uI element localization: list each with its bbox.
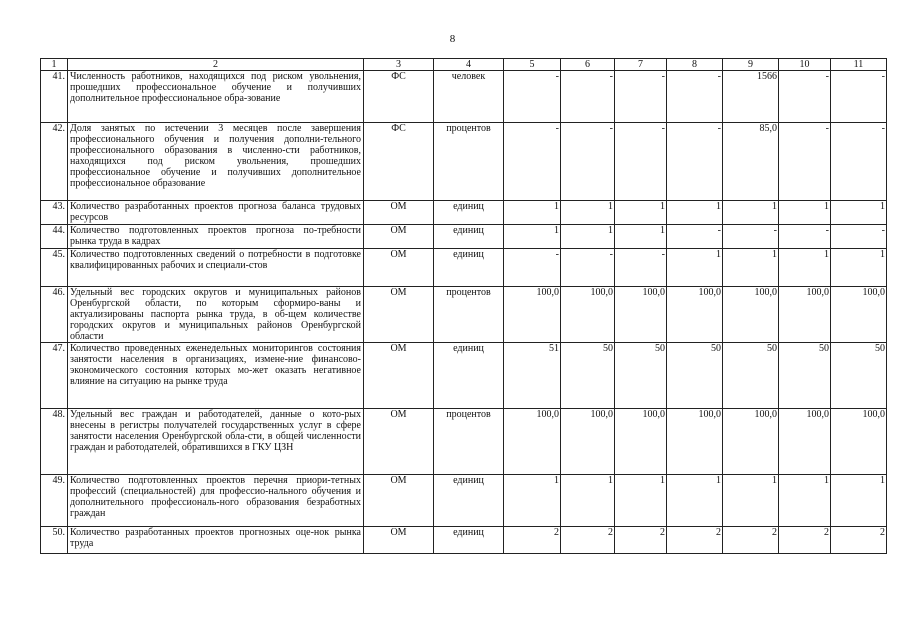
header-cell: 7 (615, 59, 667, 71)
value-cell: - (831, 71, 887, 123)
value-cell: - (504, 71, 561, 123)
indicator-name: Количество разработанных проектов прогнозных оце-нок рынка труда (68, 527, 364, 554)
page-number: 8 (449, 33, 456, 45)
value-cell: - (667, 123, 723, 201)
table-row (41, 409, 887, 475)
value-cell: 50 (723, 343, 779, 409)
value-cell: 1 (723, 475, 779, 527)
unit-of-measure: единиц (434, 527, 504, 554)
value-cell: 100,0 (779, 287, 831, 343)
value-cell: 1 (667, 475, 723, 527)
value-cell: 100,0 (779, 409, 831, 475)
unit-of-measure: единиц (434, 343, 504, 409)
value-cell: 100,0 (831, 287, 887, 343)
header-cell: 6 (561, 59, 615, 71)
value-cell: - (561, 249, 615, 287)
row-number: 42. (41, 123, 68, 201)
value-cell: 1 (723, 249, 779, 287)
indicator-type: ОМ (364, 287, 434, 343)
value-cell: 1 (831, 201, 887, 225)
value-cell: - (504, 123, 561, 201)
value-cell: 50 (667, 343, 723, 409)
unit-of-measure: процентов (434, 123, 504, 201)
value-cell: 1 (831, 249, 887, 287)
unit-of-measure: единиц (434, 249, 504, 287)
table-row (41, 287, 887, 343)
value-cell: 51 (504, 343, 561, 409)
table-row (41, 123, 887, 201)
unit-of-measure: единиц (434, 225, 504, 249)
value-cell: 100,0 (615, 409, 667, 475)
value-cell: 1 (667, 249, 723, 287)
row-number: 50. (41, 527, 68, 554)
value-cell: - (561, 123, 615, 201)
value-cell: 1 (779, 201, 831, 225)
value-cell: - (779, 123, 831, 201)
value-cell: 2 (615, 527, 667, 554)
row-number: 44. (41, 225, 68, 249)
value-cell: 1 (723, 201, 779, 225)
value-cell: - (667, 225, 723, 249)
indicator-type: ФС (364, 123, 434, 201)
value-cell: 100,0 (667, 409, 723, 475)
value-cell: 100,0 (723, 287, 779, 343)
value-cell: 100,0 (561, 409, 615, 475)
value-cell: 1 (504, 225, 561, 249)
value-cell: 1566 (723, 71, 779, 123)
table-row (41, 249, 887, 287)
value-cell: 2 (504, 527, 561, 554)
value-cell: 1 (561, 225, 615, 249)
value-cell: - (831, 225, 887, 249)
table-row (41, 527, 887, 554)
indicator-type: ОМ (364, 475, 434, 527)
value-cell: - (561, 71, 615, 123)
indicator-name: Численность работников, находящихся под риском увольнения, прошедших профессиональное обучение и получивших дополнительное профессиональное обра-зование (68, 71, 364, 123)
indicator-name: Количество подготовленных проектов перечня приори-тетных профессий (специальностей) для профессио-нального обучения и дополнительного профессиональ-ного образования безработных граждан (68, 475, 364, 527)
value-cell: - (779, 71, 831, 123)
value-cell: 1 (779, 475, 831, 527)
value-cell: 2 (723, 527, 779, 554)
value-cell: - (615, 249, 667, 287)
value-cell: 1 (504, 475, 561, 527)
table-row (41, 225, 887, 249)
value-cell: 2 (779, 527, 831, 554)
indicator-type: ОМ (364, 201, 434, 225)
unit-of-measure: процентов (434, 409, 504, 475)
row-number: 48. (41, 409, 68, 475)
unit-of-measure: единиц (434, 475, 504, 527)
header-cell: 9 (723, 59, 779, 71)
header-cell: 3 (364, 59, 434, 71)
row-number: 45. (41, 249, 68, 287)
header-cell: 11 (831, 59, 887, 71)
value-cell: 100,0 (831, 409, 887, 475)
unit-of-measure: человек (434, 71, 504, 123)
value-cell: 2 (831, 527, 887, 554)
header-cell: 5 (504, 59, 561, 71)
value-cell: 50 (615, 343, 667, 409)
value-cell: 50 (831, 343, 887, 409)
value-cell: - (615, 71, 667, 123)
value-cell: 2 (667, 527, 723, 554)
value-cell: 2 (561, 527, 615, 554)
value-cell: 100,0 (504, 409, 561, 475)
indicator-type: ОМ (364, 527, 434, 554)
value-cell: 1 (779, 249, 831, 287)
value-cell: - (504, 249, 561, 287)
value-cell: 1 (615, 475, 667, 527)
value-cell: 85,0 (723, 123, 779, 201)
indicator-type: ОМ (364, 343, 434, 409)
unit-of-measure: единиц (434, 201, 504, 225)
value-cell: 100,0 (615, 287, 667, 343)
value-cell: - (779, 225, 831, 249)
row-number: 49. (41, 475, 68, 527)
indicator-type: ФС (364, 71, 434, 123)
value-cell: 100,0 (723, 409, 779, 475)
value-cell: 50 (561, 343, 615, 409)
indicator-name: Доля занятых по истечении 3 месяцев после завершения профессионального обучения и получения дополни-тельного профессионального образования в численно-сти работников, находящихся под риском увольнения, прошедших профессиональное обучение и получивших дополнительное профессиональное образование (68, 123, 364, 201)
indicator-name: Количество подготовленных сведений о потребности в подготовке квалифицированных рабочих и специали-стов (68, 249, 364, 287)
header-cell: 8 (667, 59, 723, 71)
row-number: 47. (41, 343, 68, 409)
value-cell: 100,0 (561, 287, 615, 343)
indicator-name: Удельный вес граждан и работодателей, данные о кото-рых внесены в регистры получателей государственных услуг в сфере занятости населения Оренбургской обла-сти, в общей численности граждан и работодателей, обратившихся в ГКУ ЦЗН (68, 409, 364, 475)
row-number: 41. (41, 71, 68, 123)
indicator-type: ОМ (364, 249, 434, 287)
table-row (41, 475, 887, 527)
indicator-type: ОМ (364, 225, 434, 249)
indicator-name: Количество проведенных еженедельных мониторингов состояния занятости населения в организациях, измене-ние финансово-экономического состояния которых мо-жет оказать негативное влияние на ситуацию на рынке труда (68, 343, 364, 409)
table-row (41, 201, 887, 225)
value-cell: 1 (615, 201, 667, 225)
header-cell: 10 (779, 59, 831, 71)
value-cell: 1 (561, 201, 615, 225)
value-cell: 50 (779, 343, 831, 409)
value-cell: 1 (667, 201, 723, 225)
value-cell: 1 (561, 475, 615, 527)
header-row (41, 59, 887, 71)
value-cell: - (723, 225, 779, 249)
value-cell: - (667, 71, 723, 123)
row-number: 46. (41, 287, 68, 343)
value-cell: - (831, 123, 887, 201)
header-cell: 1 (41, 59, 68, 71)
value-cell: 1 (504, 201, 561, 225)
indicator-type: ОМ (364, 409, 434, 475)
indicator-name: Количество подготовленных проектов прогноза по-требности рынка труда в кадрах (68, 225, 364, 249)
header-cell: 2 (68, 59, 364, 71)
value-cell: 100,0 (667, 287, 723, 343)
value-cell: 1 (615, 225, 667, 249)
header-cell: 4 (434, 59, 504, 71)
value-cell: - (615, 123, 667, 201)
indicators-table (40, 58, 887, 554)
indicator-name: Количество разработанных проектов прогноза баланса трудовых ресурсов (68, 201, 364, 225)
table-row (41, 343, 887, 409)
value-cell: 100,0 (504, 287, 561, 343)
unit-of-measure: процентов (434, 287, 504, 343)
indicator-name: Удельный вес городских округов и муниципальных районов Оренбургской области, по которым сформиро-ваны и актуализированы паспорта рынка труда, в об-щем количестве городских округов и муниципальных районов Оренбургской области (68, 287, 364, 343)
table-row (41, 71, 887, 123)
row-number: 43. (41, 201, 68, 225)
value-cell: 1 (831, 475, 887, 527)
